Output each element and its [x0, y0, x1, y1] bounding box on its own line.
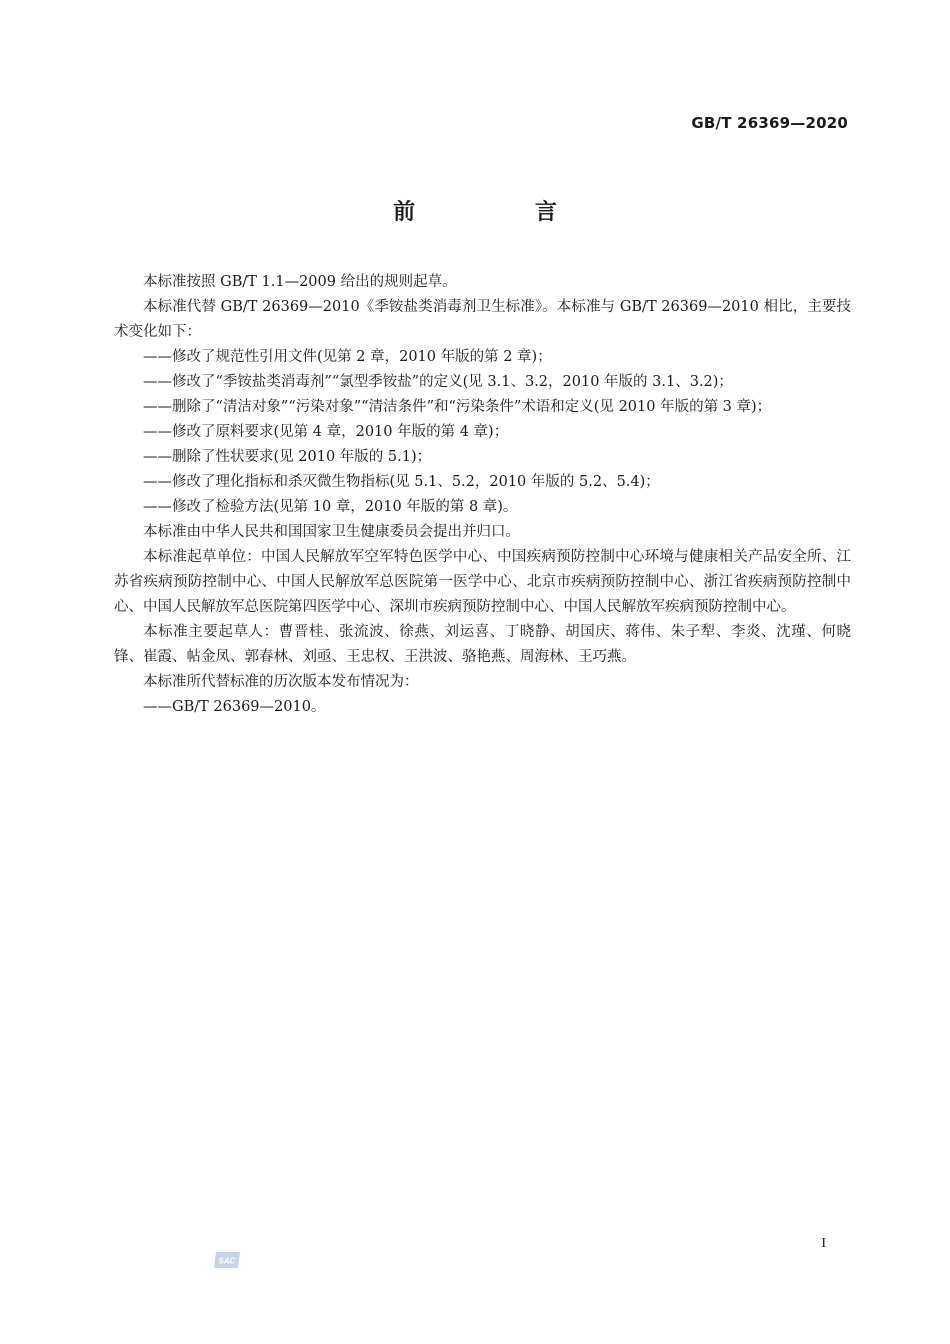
paragraph-drafting-units: 本标准起草单位：中国人民解放军空军特色医学中心、中国疾病预防控制中心环境与健康相关产品安全所、江苏省疾病预防控制中心、中国人民解放军总医院第一医学中心、北京市疾病预防控制中心、浙江省疾病预防控制中心、中国人民解放军总医院第四医学中心、深圳市疾病预防控制中心、中国人民解放军疾病预防控制中心。 [114, 549, 851, 615]
paragraph-drafting-rules: 本标准按照 GB/T 1.1—2009 给出的规则起草。 [143, 274, 457, 290]
svg-text:SAC: SAC [218, 1256, 236, 1266]
paragraph-proposer: 本标准由中华人民共和国国家卫生健康委员会提出并归口。 [143, 524, 520, 540]
page-title: 前 言 [393, 200, 613, 225]
change-item: ——删除了“清洁对象”“污染对象”“清洁条件”和“污染条件”术语和定义(见 2010 年版的第 3 章)； [143, 399, 772, 415]
change-item: ——修改了规范性引用文件(见第 2 章，2010 年版的第 2 章)； [143, 349, 552, 365]
paragraph-replacement: 本标准代替 GB/T 26369—2010《季铵盐类消毒剂卫生标准》。本标准与 GB/T 26369—2010 相比，主要技术变化如下： [114, 299, 851, 340]
sac-logo-icon [213, 1250, 241, 1270]
change-item: ——修改了原料要求(见第 4 章，2010 年版的第 4 章)； [143, 424, 509, 440]
change-item: ——修改了检验方法(见第 10 章，2010 年版的第 8 章)。 [143, 499, 518, 515]
standard-code: GB/T 26369—2020 [691, 114, 848, 132]
change-item: ——删除了性状要求(见 2010 年版的 5.1)； [143, 449, 432, 465]
change-item: ——修改了“季铵盐类消毒剂”“氯型季铵盐”的定义(见 3.1、3.2，2010 年版的 3.1、3.2)； [143, 374, 733, 390]
change-item: ——修改了理化指标和杀灭微生物指标(见 5.1、5.2，2010 年版的 5.2、5.4)； [143, 474, 660, 490]
paragraph-drafters: 本标准主要起草人：曹晋桂、张流波、徐燕、刘运喜、丁晓静、胡国庆、蒋伟、朱子犁、李炎、沈瑾、何晓锋、崔霞、帖金凤、郭春林、刘亟、王忠权、王洪波、骆艳燕、周海林、王巧燕。 [114, 624, 851, 665]
foreword-body [114, 270, 851, 720]
history-item: ——GB/T 26369—2010。 [143, 699, 326, 715]
page-number: I [821, 1236, 826, 1251]
paragraph-history-intro: 本标准所代替标准的历次版本发布情况为： [143, 674, 419, 690]
